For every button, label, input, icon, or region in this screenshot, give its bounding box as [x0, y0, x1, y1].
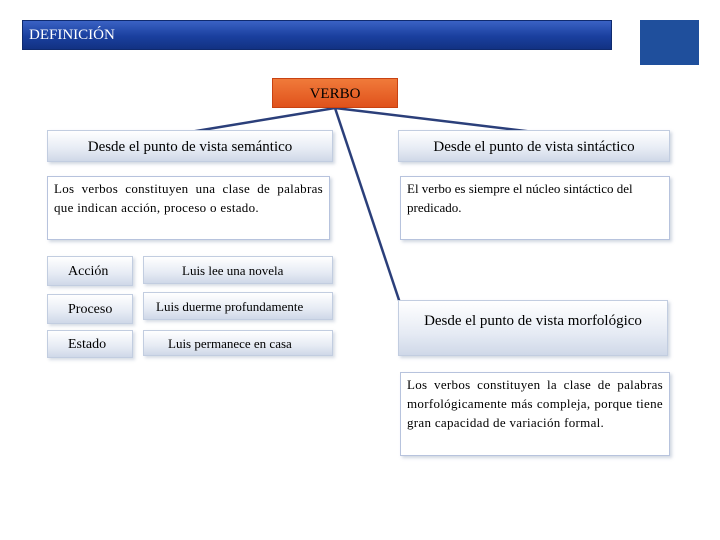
connector-morfologico — [335, 108, 405, 318]
verbo-node: VERBO — [272, 78, 398, 108]
page-title: DEFINICIÓN — [29, 27, 115, 43]
morfologico-description: Los verbos constituyen la clase de palabras morfológicamente más compleja, porque tiene gran capacidad de variación formal. — [400, 372, 670, 456]
example-label-estado: Estado — [47, 330, 133, 358]
example-value-accion: Luis lee una novela — [143, 256, 333, 284]
sintactico-heading: Desde el punto de vista sintáctico — [398, 130, 670, 162]
example-label-accion: Acción — [47, 256, 133, 286]
sintactico-description: El verbo es siempre el núcleo sintáctico del predicado. — [400, 176, 670, 240]
example-label-proceso: Proceso — [47, 294, 133, 324]
connector-sintactico — [335, 108, 534, 132]
example-value-proceso: Luis duerme profundamente — [143, 292, 333, 320]
semantico-description: Los verbos constituyen una clase de palabras que indican acción, proceso o estado. — [47, 176, 330, 240]
corner-decoration — [640, 20, 699, 65]
title-bar — [22, 20, 612, 50]
semantico-heading: Desde el punto de vista semántico — [47, 130, 333, 162]
morfologico-heading: Desde el punto de vista morfológico — [398, 300, 668, 356]
connector-semantico — [190, 108, 335, 132]
example-value-estado: Luis permanece en casa — [143, 330, 333, 356]
